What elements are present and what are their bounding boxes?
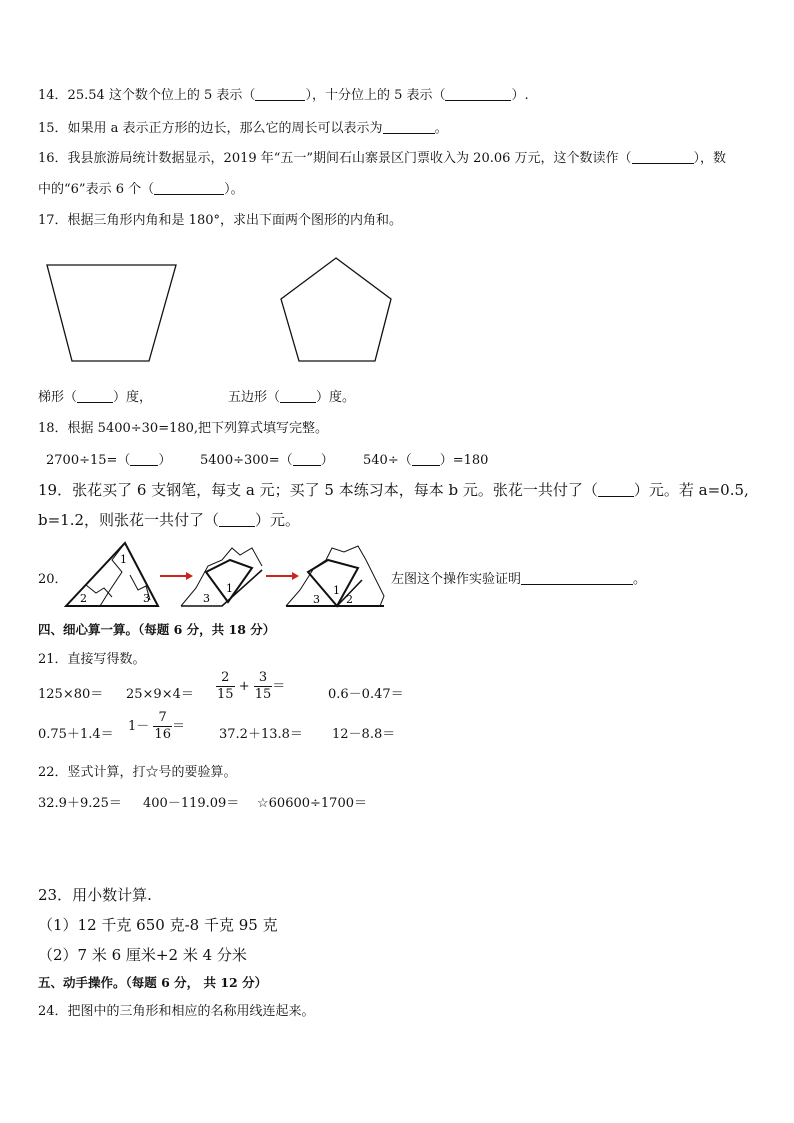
q20-triangle-original: [66, 543, 158, 606]
q15-text-b: 。: [434, 121, 448, 136]
q17-pent-text-b: ）度。: [316, 390, 356, 405]
q20-blank[interactable]: [521, 572, 633, 585]
q21-f3-numerator: 7: [153, 710, 172, 727]
q21-expr-6: [128, 710, 185, 743]
q20-angle-label-1a: 1: [120, 553, 127, 566]
q20-triangle-step-2: [181, 548, 262, 606]
section-5-heading: 五、动手操作。（每题 6 分， 共 12 分）: [38, 975, 268, 990]
q20-angle-label-3b: 3: [203, 592, 210, 605]
q23-part-1: （1）12 千克 650 克-8 千克 95 克: [38, 916, 278, 934]
q16-text-1a: 16．我县旅游局统计数据显示，2019 年“五一”期间石山寨景区门票收入为 20.06 万元，这个数读作（: [38, 151, 632, 166]
q18-e2-text-b: ）: [320, 453, 334, 468]
q18-e1-text-a: 2700÷15=（: [46, 453, 131, 468]
q18-stem: 18．根据 5400÷30=180,把下列算式填写完整。: [38, 421, 329, 436]
q21-fraction-1: [216, 670, 235, 703]
q19-text-2b: ）元。: [255, 511, 301, 529]
q18-e1-text-b: ）: [158, 453, 172, 468]
q22-expr-1: 32.9＋9.25＝: [38, 796, 122, 811]
q16-text-2a: 中的“6”表示 6 个（: [38, 182, 155, 197]
q21-f1-numerator: 2: [216, 670, 235, 687]
q22-expr-3: ☆60600÷1700＝: [257, 796, 367, 811]
q21-expr-7: 37.2＋13.8＝: [219, 727, 303, 742]
q21-f3-denominator: 16: [154, 727, 171, 742]
q14-text-a: 14．25.54 这个数个位上的 5 表示（: [38, 88, 256, 103]
q16-text-1b: ），数: [693, 151, 727, 166]
q19-text-1b: ）元。若 a=0.5,: [633, 481, 749, 499]
q14-text-c: ）.: [511, 88, 529, 103]
q20-triangle-step-3: [286, 546, 384, 606]
q21-equals-2: ＝: [171, 719, 185, 734]
q17-pent-text-a: 五边形（: [228, 390, 281, 405]
q20-text: 左图这个操作实验证明: [391, 572, 522, 587]
q15-text-a: 15．如果用 a 表示正方形的边长，那么它的周长可以表示为: [38, 121, 383, 136]
q20-statement: [391, 568, 646, 587]
q21-f2-numerator: 3: [254, 670, 273, 687]
q20-arrow-2: [266, 572, 299, 580]
q21-expr-5: 0.75＋1.4＝: [38, 727, 114, 742]
q17-trap-text-b: ）度，: [113, 390, 153, 405]
q14-text-b: ），十分位上的 5 表示（: [305, 88, 446, 103]
q23-stem: 23．用小数计算.: [38, 886, 152, 904]
q19-text-2a: b=1.2，则张花一共付了（: [38, 511, 220, 529]
q21-expr-3: [216, 670, 285, 703]
q20-angle-label-1c: 1: [333, 584, 340, 597]
q21-fraction-3: [153, 710, 172, 743]
q18-e3-text-a: 540÷（: [363, 453, 412, 468]
q21-e6-prefix: 1－: [128, 719, 150, 734]
q20-arrow-1: [160, 572, 193, 580]
q21-expr-1: 125×80＝: [38, 687, 104, 702]
q17-trap-text-a: 梯形（: [38, 390, 78, 405]
q21-expr-4: 0.6－0.47＝: [328, 687, 404, 702]
q21-f1-denominator: 15: [217, 687, 234, 702]
q20-number: 20．: [38, 572, 68, 587]
q20-angle-label-2c: 2: [346, 593, 353, 606]
q22-expr-2: 400－119.09＝: [143, 796, 240, 811]
q21-plus: +: [238, 679, 250, 694]
q21-f2-denominator: 15: [254, 687, 272, 702]
q20-angle-label-1b: 1: [226, 582, 233, 595]
q21-equals-1: ＝: [272, 679, 286, 694]
q21-expr-2: 25×9×4＝: [126, 687, 194, 702]
section-4-heading: 四、细心算一算。（每题 6 分，共 18 分）: [38, 622, 276, 637]
q21-fraction-2: [254, 670, 273, 703]
q24-stem: 24．把图中的三角形和相应的名称用线连起来。: [38, 1004, 315, 1019]
q18-e2-text-a: 5400÷300=（: [200, 453, 293, 468]
q19-text-1a: 19．张花买了 6 支钢笔，每支 a 元；买了 5 本练习本，每本 b 元。张花一共付了（: [38, 481, 598, 499]
q17-stem: 17．根据三角形内角和是 180°，求出下面两个图形的内角和。: [38, 213, 402, 228]
q21-expr-8: 12－8.8＝: [332, 727, 396, 742]
q21-stem: 21．直接写得数。: [38, 652, 146, 667]
q22-stem: 22．竖式计算，打☆号的要验算。: [38, 765, 237, 780]
q20-angle-label-3a: 3: [143, 592, 150, 605]
q18-e3-text-b: ）=180: [439, 453, 489, 468]
q20-end: 。: [633, 572, 647, 587]
q20-angle-label-3c: 3: [313, 593, 320, 606]
q23-part-2: （2）7 米 6 厘米+2 米 4 分米: [38, 946, 247, 964]
q20-angle-label-2a: 2: [80, 592, 87, 605]
q16-text-2b: ）。: [224, 182, 244, 197]
